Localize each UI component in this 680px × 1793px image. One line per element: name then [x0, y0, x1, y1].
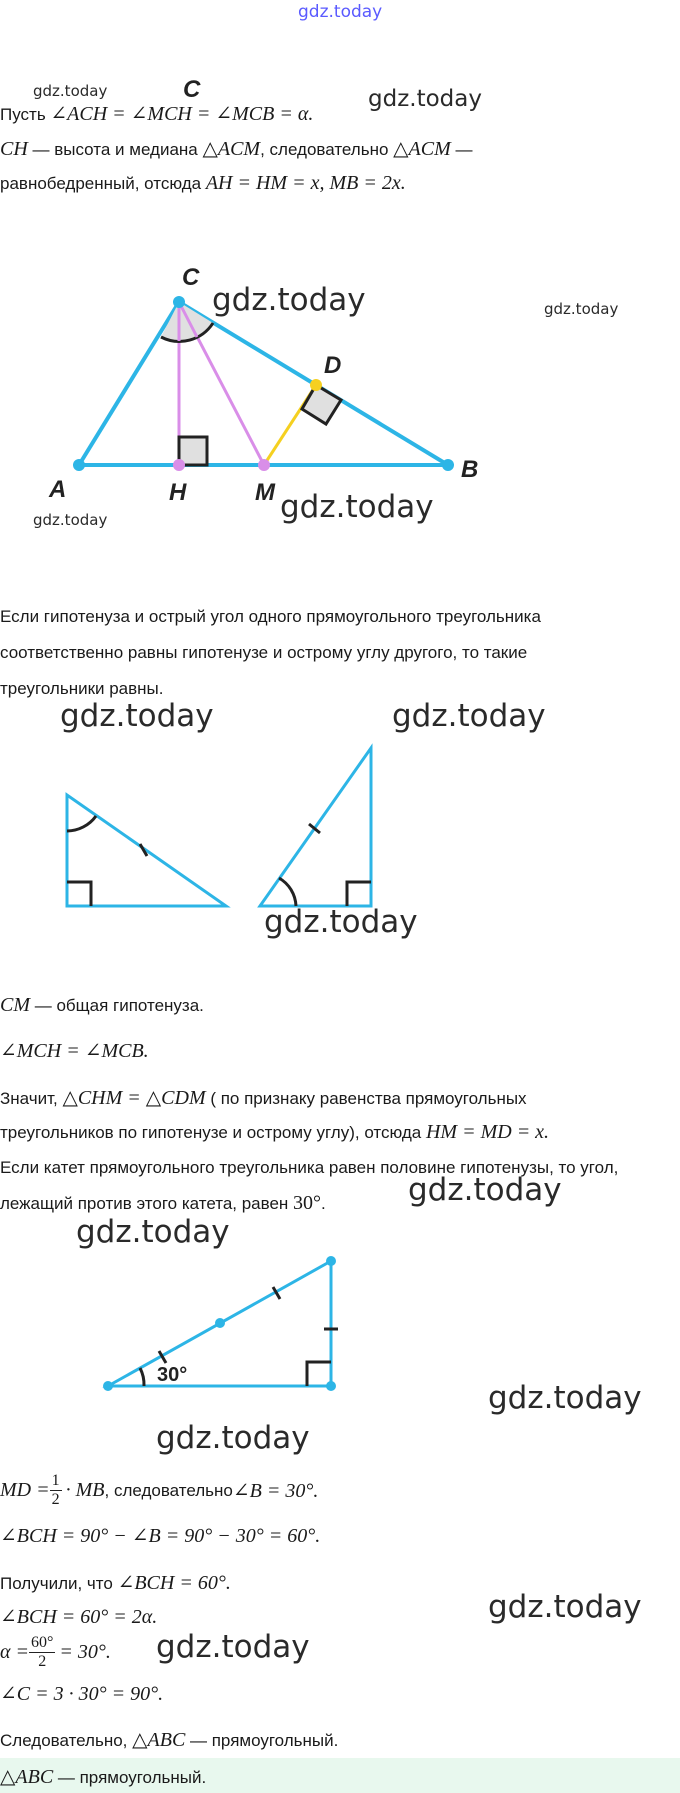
watermark: gdz.today — [76, 1214, 230, 1250]
text-fragment: — прямоугольный. — [53, 1768, 207, 1787]
fraction — [50, 1472, 62, 1509]
text-line — [0, 994, 204, 1017]
triangle-abc-figure — [40, 255, 500, 510]
text-line — [0, 136, 473, 161]
fraction-denominator: 2 — [51, 1491, 60, 1508]
watermark: gdz.today — [156, 1629, 310, 1665]
math-expression: AH = HM = x, MB = 2x. — [205, 172, 406, 194]
math-expression: ∠B = 30°. — [232, 1480, 319, 1502]
text-fragment: — прямоугольный. — [185, 1731, 339, 1750]
right-angle-mark-right — [347, 882, 371, 906]
clipped-vertex-label: C — [183, 76, 201, 103]
label-d: D — [324, 352, 342, 379]
math-expression: ∠C = 3 · 30° = 90°. — [0, 1683, 164, 1705]
right-angle-mark — [307, 1362, 331, 1386]
point-c — [173, 296, 185, 308]
text-line — [0, 1727, 338, 1752]
watermark: gdz.today — [280, 489, 434, 525]
text-fragment: — общая гипотенуза. — [30, 996, 204, 1015]
angle-arc-30 — [140, 1368, 144, 1386]
text-fragment: треугольников по гипотенузе и острому углу), отсюда — [0, 1123, 426, 1142]
congruent-triangles-figure — [55, 740, 395, 915]
text-line — [0, 1570, 231, 1595]
point-d — [310, 379, 322, 391]
math-expression: CM — [0, 994, 30, 1016]
text-fragment: — высота и медиана — [27, 140, 203, 159]
answer-box — [0, 1758, 680, 1793]
label-m: M — [255, 479, 275, 506]
math-expression: △ACM — [202, 138, 261, 160]
label-h: H — [169, 479, 187, 506]
math-expression: = 30°. — [59, 1641, 111, 1663]
watermark: gdz.today — [264, 904, 418, 940]
text-line — [0, 1192, 326, 1215]
text-line — [0, 1681, 163, 1706]
theorem-line: треугольники равны. — [0, 679, 164, 698]
math-expression: △ACM — [393, 138, 451, 160]
top-site-link[interactable]: gdz.today — [298, 2, 383, 22]
watermark: gdz.today — [408, 1172, 562, 1208]
text-fragment: лежащий против этого катета, равен — [0, 1194, 294, 1213]
midpoint — [215, 1318, 225, 1328]
fraction-denominator: 2 — [38, 1653, 47, 1670]
watermark: gdz.today — [544, 300, 619, 318]
watermark: gdz.today — [156, 1420, 310, 1456]
math-expression: △ABC — [0, 1766, 54, 1788]
point-m — [258, 459, 270, 471]
math-expression: · MB — [65, 1479, 105, 1501]
side-ac — [79, 302, 179, 465]
fraction-numerator: 60° — [31, 1634, 54, 1651]
angle-arc-right — [279, 878, 296, 906]
watermark: gdz.today — [392, 698, 546, 734]
watermark: gdz.today — [212, 282, 366, 318]
text-line — [0, 1604, 157, 1629]
fraction-numerator: 1 — [51, 1472, 60, 1489]
vertex-point — [326, 1256, 336, 1266]
watermark: gdz.today — [488, 1380, 642, 1416]
vertex-point — [326, 1381, 336, 1391]
theorem-line: соответственно равны гипотенузе и острому углу другого, то такие — [0, 643, 528, 662]
text-fragment: ( по признаку равенства прямоугольных — [205, 1089, 527, 1108]
text-line — [0, 1038, 149, 1063]
text-fragment: Если катет прямоугольного треугольника равен половине гипотенузы, то угол, — [0, 1158, 619, 1177]
theorem-line: Если гипотенуза и острый угол одного прямоугольного треугольника — [0, 607, 541, 626]
text-line — [0, 1158, 618, 1178]
text-fragment: — — [450, 140, 473, 159]
math-expression: ∠BCH = 60° = 2α. — [0, 1606, 158, 1628]
point-b — [442, 459, 454, 471]
text-line — [0, 1523, 320, 1548]
text-fragment: Значит, — [0, 1089, 63, 1108]
vertex-point — [103, 1381, 113, 1391]
point-a — [73, 459, 85, 471]
right-angle-mark-left — [67, 882, 91, 906]
math-expression: ∠MCH = ∠MCB. — [0, 1040, 149, 1062]
watermark: gdz.today — [60, 698, 214, 734]
text-line — [0, 1634, 111, 1671]
watermark: gdz.today — [368, 86, 482, 112]
text-line — [0, 172, 406, 195]
text-line — [0, 101, 313, 126]
watermark: gdz.today — [33, 511, 108, 529]
math-expression: △CHM = △CDM — [62, 1087, 206, 1109]
math-expression: ∠BCH = 90° − ∠B = 90° − 30° = 60°. — [0, 1525, 321, 1547]
math-expression: MD = — [0, 1479, 50, 1501]
thirty-degree-triangle-figure — [95, 1250, 345, 1395]
math-expression: △ABC — [132, 1729, 186, 1751]
text-line — [0, 1121, 549, 1144]
text-fragment: , следовательно — [260, 140, 394, 159]
point-h — [173, 459, 185, 471]
math-expression: ∠BCH = 60°. — [117, 1572, 231, 1594]
math-expression: α = — [0, 1641, 29, 1663]
math-expression: CH — [0, 138, 28, 160]
text-fragment: равнобедренный, отсюда — [0, 174, 206, 193]
label-b: B — [461, 456, 479, 483]
text-fragment: . — [321, 1194, 326, 1213]
text-line — [0, 1472, 318, 1509]
text-fragment: Получили, что — [0, 1574, 118, 1593]
math-expression: ∠ACH = ∠MCH = ∠MCB = α. — [50, 103, 314, 125]
label-a: A — [49, 476, 67, 503]
answer-text — [0, 1764, 206, 1789]
text-fragment: Пусть — [0, 105, 51, 124]
math-expression: 30° — [293, 1192, 322, 1214]
watermark: gdz.today — [488, 1589, 642, 1625]
angle-arc-left — [67, 816, 96, 831]
text-line — [0, 1085, 527, 1110]
angle-label-30: 30° — [157, 1364, 188, 1386]
right-angle-mark-d — [302, 385, 341, 424]
fraction — [29, 1634, 55, 1671]
text-fragment: Следовательно, — [0, 1731, 133, 1750]
label-c: C — [182, 264, 200, 291]
math-expression: HM = MD = x. — [425, 1121, 550, 1143]
text-fragment: , следовательно — [104, 1480, 233, 1500]
watermark: gdz.today — [33, 82, 108, 100]
